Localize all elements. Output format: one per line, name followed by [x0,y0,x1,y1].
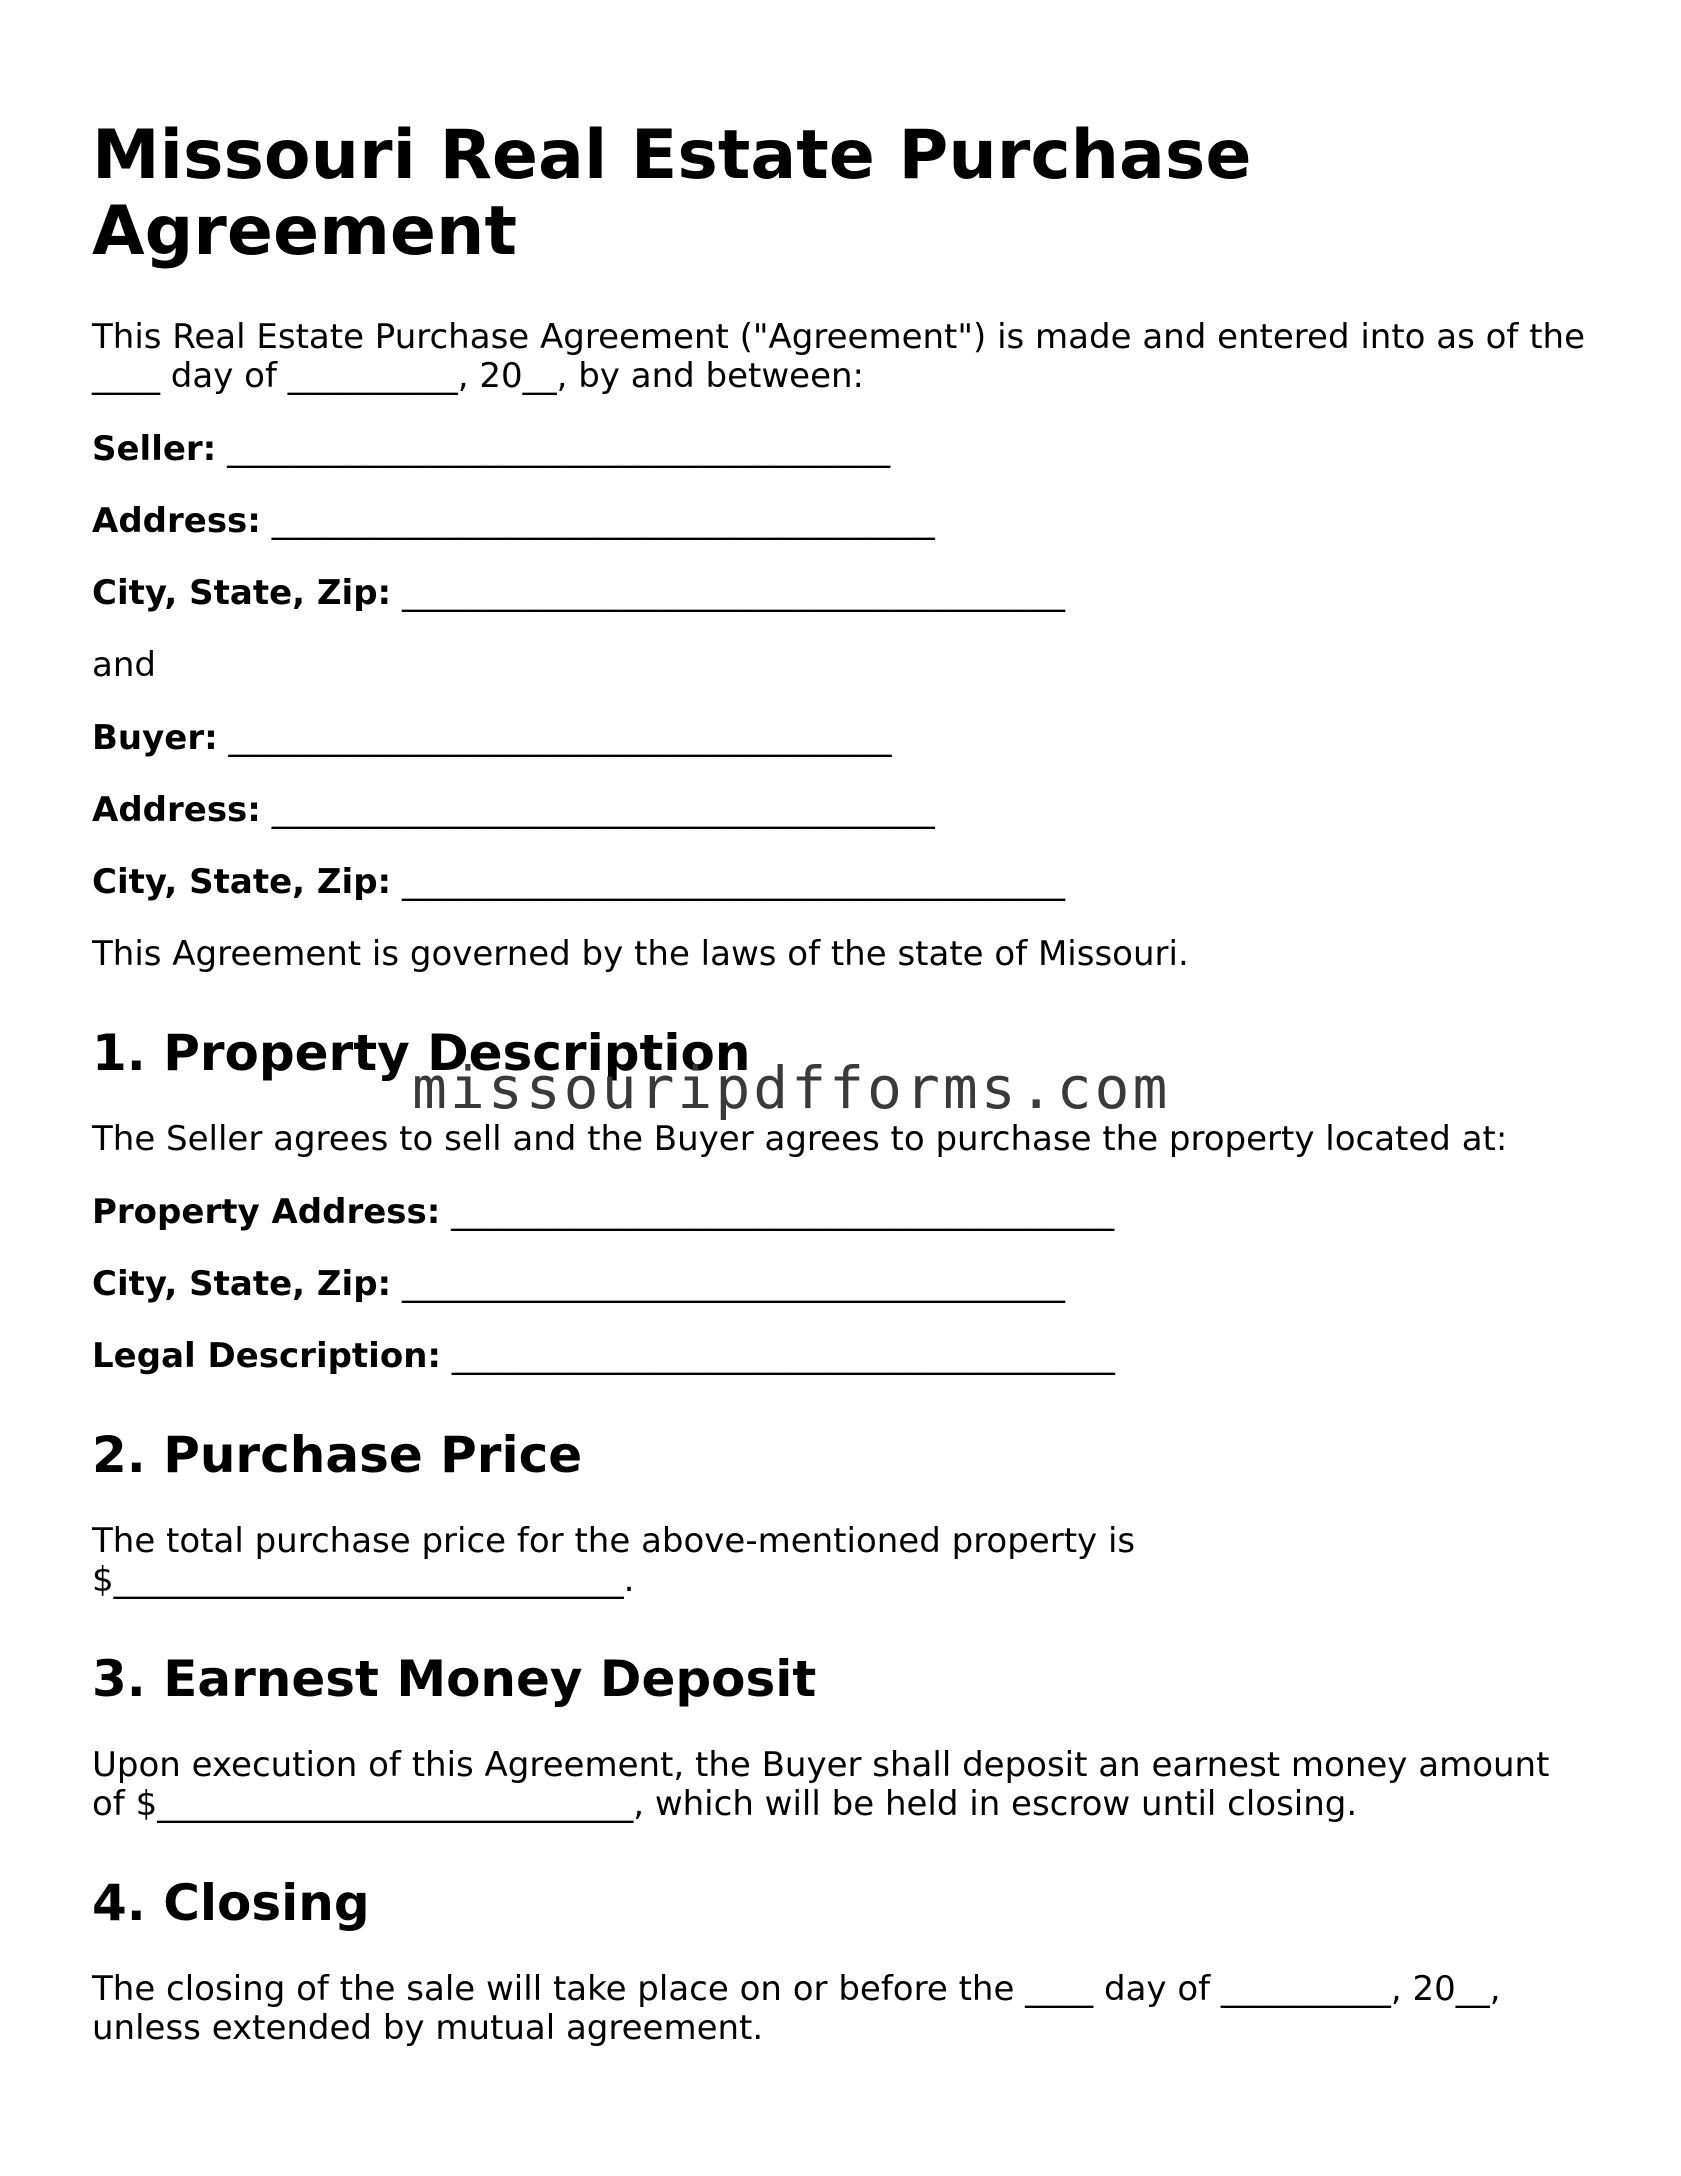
property-description-heading: 1. Property Description [92,1024,751,1082]
earnest-money-heading: 3. Earnest Money Deposit [92,1650,817,1708]
legal-description-line[interactable]: _______________________________________ [451,1336,1115,1376]
buyer-name-label: Buyer: [92,718,218,758]
seller-name-field [92,430,1592,469]
document-title: Missouri Real Estate Purchase Agreement [92,116,1252,271]
seller-address-field [92,502,1592,541]
property-city-label: City, State, Zip: [92,1264,392,1304]
and-text: and [92,645,156,685]
intro-paragraph: This Real Estate Purchase Agreement ("Agreement") is made and entered into as of the ____ day of __________, 20__, by and between: [92,317,1586,396]
closing-heading: 4. Closing [92,1874,370,1932]
buyer-address-line[interactable]: _______________________________________ [271,790,935,830]
property-address-field [92,1193,1592,1232]
property-description-text: The Seller agrees to sell and the Buyer agrees to purchase the property located at: [92,1119,1508,1159]
legal-description-field [92,1337,1592,1376]
purchase-price-text: The total purchase price for the above-mentioned property is $______________________________. [92,1521,1136,1600]
property-address-label: Property Address: [92,1192,441,1232]
property-city-line[interactable]: _______________________________________ [401,1264,1065,1304]
property-city-field [92,1265,1592,1304]
watermark-text: missouripdfforms.com [412,1054,1171,1122]
buyer-address-label: Address: [92,790,261,830]
buyer-city-label: City, State, Zip: [92,862,392,902]
seller-city-label: City, State, Zip: [92,573,392,613]
governing-law-text: This Agreement is governed by the laws of the state of Missouri. [92,934,1189,974]
buyer-name-field [92,719,1592,758]
seller-city-line[interactable]: _______________________________________ [401,573,1065,613]
seller-city-field [92,574,1592,613]
purchase-price-heading: 2. Purchase Price [92,1426,583,1484]
buyer-name-line[interactable]: _______________________________________ [228,718,892,758]
closing-text: The closing of the sale will take place on or before the ____ day of __________, 20__, unless extended by mutual agreement. [92,1969,1501,2048]
buyer-city-field [92,863,1592,902]
seller-name-label: Seller: [92,429,217,469]
property-address-line[interactable]: _______________________________________ [451,1192,1115,1232]
earnest-money-text: Upon execution of this Agreement, the Buyer shall deposit an earnest money amount of $____________________________, which will be held in escrow until closing. [92,1745,1550,1824]
seller-address-label: Address: [92,501,261,541]
seller-name-line[interactable]: _______________________________________ [227,429,891,469]
buyer-city-line[interactable]: _______________________________________ [401,862,1065,902]
buyer-address-field [92,791,1592,830]
legal-description-label: Legal Description: [92,1336,441,1376]
seller-address-line[interactable]: _______________________________________ [271,501,935,541]
